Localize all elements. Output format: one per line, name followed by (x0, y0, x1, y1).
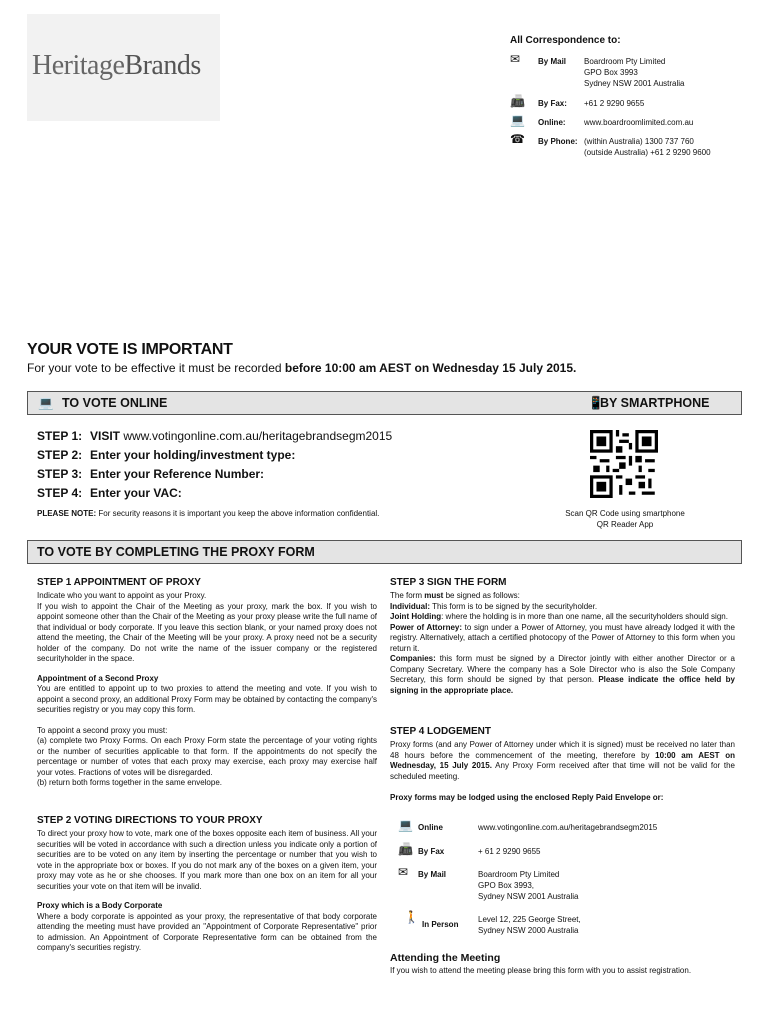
computer-icon: 💻 (510, 113, 525, 127)
vote-online-bar (27, 391, 742, 415)
person-icon: 🚶 (404, 910, 419, 924)
page-title: YOUR VOTE IS IMPORTANT (27, 341, 233, 358)
online-step-3: STEP 3: Enter your Reference Number: (37, 467, 265, 481)
computer-icon: 💻 (38, 396, 54, 410)
online-step-4: STEP 4: Enter your VAC: (37, 486, 182, 500)
step3-body: The form must be signed as follows: Individual: This form is to be signed by the securityholder. Joint Holding: where the holding is in more than one name, all the securityholders should sign. Power of Attorney: to sign under a Power of Attorney, you must have already lodged it with the registry. Alternatively, attach a certified photocopy of the Power of Attorney to this form when you return it. Companies: this form must be signed by a Director jointly with either another Director or a Company Secretary. Where the company has a Sole Director who is also the Sole Company Secretary, this form should be signed by that person. Please indicate the office held by signing in the appropriate place. (390, 591, 735, 695)
proxy-form-bar (27, 540, 742, 564)
online-step-1: STEP 1: VISIT www.votingonline.com.au/heritagebrandsegm2015 (37, 429, 393, 443)
step4-body: Proxy forms (and any Power of Attorney under which it is signed) must be received no later than 48 hours before the commencement of the meeting, therefore by 10:00 am AEST on Wednesday, 15 July 2015. Any Proxy Form received after that time will not be valid for the scheduled meeting. Proxy forms may be lodged using the enclosed Reply Paid Envelope or: (390, 740, 735, 802)
phone-icon: ☎ (510, 132, 525, 146)
step1-heading: STEP 1 APPOINTMENT OF PROXY (37, 577, 201, 588)
smartphone-title: BY SMARTPHONE (600, 396, 710, 410)
qr-caption: Scan QR Code using smartphone QR Reader App (565, 509, 685, 529)
envelope-icon: ✉ (398, 865, 409, 879)
vote-online-title: TO VOTE ONLINE (62, 396, 168, 410)
online-step-2: STEP 2: Enter your holding/investment type: (37, 448, 296, 462)
fax-icon: 📠 (398, 842, 413, 856)
envelope-icon: ✉ (510, 52, 521, 66)
computer-icon: 💻 (398, 818, 413, 832)
security-note: PLEASE NOTE: For security reasons it is important you keep the above information confidential. (37, 509, 380, 518)
step2-heading: STEP 2 VOTING DIRECTIONS TO YOUR PROXY (37, 815, 263, 826)
company-logo: HeritageBrands (32, 50, 201, 81)
step4-heading: STEP 4 LODGEMENT (390, 726, 491, 737)
page-subtitle: For your vote to be effective it must be recorded before 10:00 am AEST on Wednesday 15 July 2015. (27, 361, 577, 375)
correspondence-title: All Correspondence to: (510, 35, 621, 46)
step1-body: Indicate who you want to appoint as your Proxy. If you wish to appoint the Chair of the Meeting as your proxy, mark the box. If you wish to appoint someone other than the Chair of the Meeting as your proxy please write the full name of that individual or body corporate. If you leave this section blank, or your named proxy does not attend the meeting, the Chair of the Meeting will be your proxy. A proxy need not be a security holder of the company. Do not write the name of the issuer company or the registered securityholder in the space. Appointment of a Second Proxy You are entitled to appoint up to two proxies to attend the meeting and vote. If you wish to appoint a second proxy, an additional Proxy Form may be obtained by contacting the company's securities registry or you may copy this form. To appoint a second proxy you must: (a) complete two Proxy Forms. On each Proxy Form state the percentage of your voting rights or the number of securities applicable to that form. If the appointments do not specify the percentage or number of votes that each proxy may exercise, each proxy may exercise half your votes. Fractions of votes will be disregarded. (b) return both forms together in the same envelope. (37, 591, 377, 787)
fax-icon: 📠 (510, 94, 525, 108)
qr-code-icon (590, 430, 658, 498)
smartphone-icon: 📱 (588, 396, 604, 410)
proxy-form-title: TO VOTE BY COMPLETING THE PROXY FORM (37, 545, 315, 559)
step3-heading: STEP 3 SIGN THE FORM (390, 577, 507, 588)
attending-text: If you wish to attend the meeting please bring this form with you to assist registration. (390, 966, 692, 975)
step2-body: To direct your proxy how to vote, mark one of the boxes opposite each item of business. All your securities will be voted in accordance with such a direction unless you indicate only a portion of securities are to be voted on any item by inserting the percentage or number that you wish to vote in the appropriate box or boxes. If you do not mark any of the boxes on a given item, your proxy may vote as he or she chooses. If you mark more than one box on an item for all your securities your vote on that item will be invalid. Proxy which is a Body Corporate Where a body corporate is appointed as your proxy, the representative of that body corporate attending the meeting must have provided an "Appointment of Corporate Representative" prior to admission. An Appointment of Corporate Representative form can be obtained from the company's securities registry. (37, 829, 377, 952)
attending-heading: Attending the Meeting (390, 952, 501, 964)
